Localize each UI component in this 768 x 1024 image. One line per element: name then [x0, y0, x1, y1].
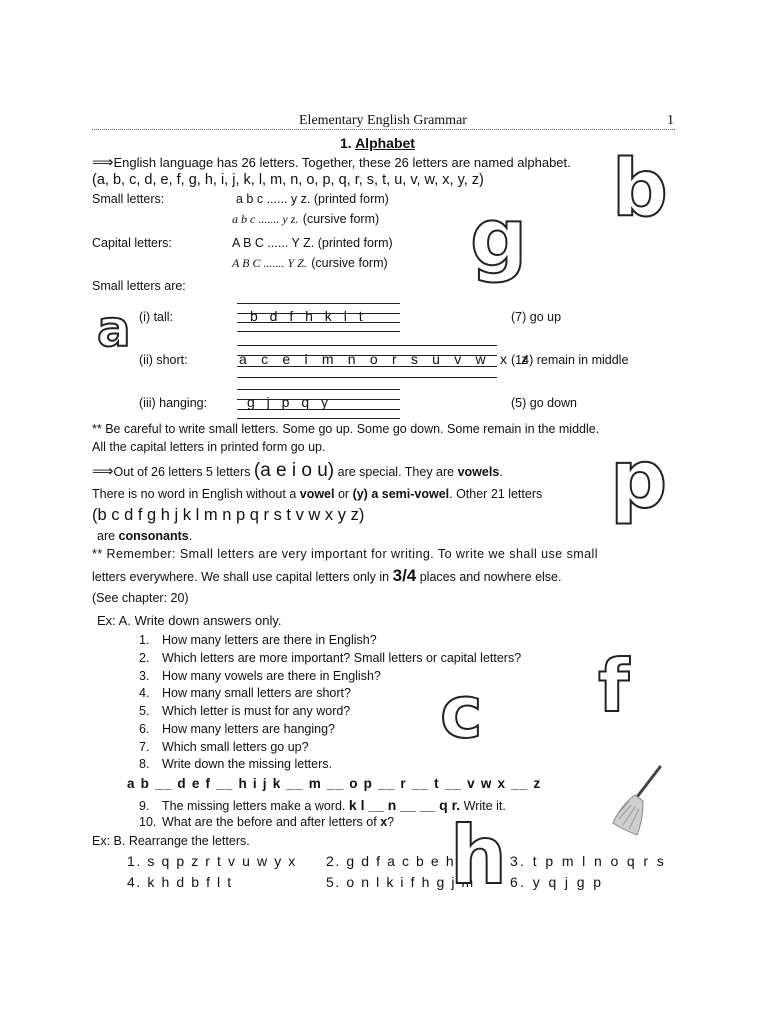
decor-letter-f: f — [598, 644, 630, 728]
question — [139, 633, 377, 647]
question-text: How many vowels are there in English? — [162, 669, 381, 683]
small-letters-cursive — [232, 210, 379, 228]
section-number: 1. — [340, 135, 352, 151]
question — [139, 722, 335, 736]
exercise-a-title: Ex: A. Write down answers only. — [97, 613, 282, 628]
note-text: (cursive form) — [302, 212, 380, 226]
text: letters everywhere. We shall use capital letters only in — [92, 570, 393, 584]
missing-letters-line: a b __ d e f __ h i j k __ m __ o p __ r __ t __ v w x __ z — [127, 776, 542, 791]
category-tall-label: (i) tall: — [139, 310, 174, 324]
section-title-text: Alphabet — [355, 135, 415, 151]
consonants-word: consonants — [118, 529, 189, 543]
capital-letters-cursive — [232, 254, 388, 272]
question — [139, 740, 309, 754]
question-number: 5. — [139, 704, 150, 718]
question-number: 9. — [139, 799, 150, 813]
guide-line — [237, 345, 497, 346]
question-text: Write down the missing letters. — [162, 757, 332, 771]
consonant-letters: (b c d f g h j k l m n p q r s t v w x y z) — [92, 506, 365, 524]
rearrange-item: 6. y q j g p — [510, 874, 604, 890]
question-letter: x — [380, 815, 388, 829]
text: . — [188, 529, 193, 543]
question-text: Which letter is must for any word? — [162, 704, 351, 718]
remember-line-2 — [92, 566, 561, 586]
category-hanging-note: (5) go down — [511, 396, 578, 410]
question — [139, 651, 521, 665]
sample-text: A B C ....... Y Z. — [232, 256, 307, 270]
category-short-letters: a c e i m n o r s u v w x z — [239, 351, 534, 367]
question — [139, 757, 332, 771]
vowel-word: vowel — [299, 487, 335, 501]
rearrange-item: 2. g d f a c b e h — [326, 853, 456, 869]
text: or — [334, 487, 353, 501]
semi-vowel-word: a semi-vowel — [367, 487, 450, 501]
capital-letters-label: Capital letters: — [92, 236, 172, 250]
header-divider — [92, 129, 675, 130]
guide-line — [237, 389, 400, 390]
question-number: 3. — [139, 669, 150, 683]
decor-letter-p: p — [610, 433, 668, 526]
small-letters-label: Small letters: — [92, 192, 165, 206]
sample-text: a b c ....... y z. — [232, 212, 299, 226]
see-chapter: (See chapter: 20) — [92, 591, 189, 605]
question-number: 6. — [139, 722, 150, 736]
decor-letter-c: c — [440, 670, 483, 754]
question-number: 4. — [139, 686, 150, 700]
rearrange-item: 4. k h d b f l t — [127, 874, 233, 890]
consonants-line — [97, 529, 192, 543]
text: . Other 21 letters — [449, 487, 543, 501]
sample-text: a b c ...... y z. — [236, 192, 311, 206]
category-hanging-label: (iii) hanging: — [139, 396, 208, 410]
text: places and nowhere else. — [416, 570, 562, 584]
capital-letters-printed — [232, 236, 393, 250]
note-text: (printed form) — [313, 192, 389, 206]
word-puzzle: k l __ n __ __ q r. — [348, 797, 461, 813]
question-text: How many letters are hanging? — [162, 722, 336, 736]
question-text: The missing letters make a word. — [162, 799, 346, 813]
question-text: Which letters are more important? Small letters or capital letters? — [162, 651, 522, 665]
vowels-line-1 — [92, 460, 503, 482]
exercise-b-title: Ex: B. Rearrange the letters. — [92, 834, 250, 848]
section-title — [340, 135, 415, 151]
question — [139, 815, 394, 829]
intro-line-1 — [92, 153, 571, 171]
category-tall-letters: b d f h k l t — [250, 308, 367, 324]
remember-line-1: ** Remember: Small letters are very important for writing. To write we shall use small — [92, 547, 598, 561]
decor-letter-a: a — [97, 300, 131, 358]
alphabet-list: (a, b, c, d, e, f, g, h, i, j, k, l, m, n, o, p, q, r, s, t, u, v, w, x, y, z) — [92, 172, 484, 188]
note-text: (printed form) — [317, 236, 393, 250]
question-number: 2. — [139, 651, 150, 665]
question-number: 10. — [139, 815, 157, 829]
small-letters-are: Small letters are: — [92, 279, 186, 293]
category-short-note: (14) remain in middle — [511, 353, 629, 367]
question — [139, 669, 381, 683]
broom-icon — [605, 765, 663, 837]
y-word: (y) — [352, 487, 368, 501]
rearrange-item: 5. o n l k i f h g j m — [326, 874, 475, 890]
period: . — [499, 465, 503, 479]
question-text: ? — [387, 815, 395, 829]
question-text: What are the before and after letters of — [162, 815, 381, 829]
guide-line — [237, 331, 400, 332]
guide-line — [237, 303, 400, 304]
sample-text: A B C ...... Y Z. — [232, 236, 315, 250]
fraction: 3/4 — [392, 566, 417, 585]
text: There is no word in English without a — [92, 487, 300, 501]
category-tall-note: (7) go up — [511, 310, 562, 324]
careful-line-2: All the capital letters in printed form go up. — [92, 440, 326, 454]
text: are — [97, 529, 119, 543]
rearrange-item: 3. t p m l n o q r s — [510, 853, 667, 869]
category-short-label: (ii) short: — [139, 353, 188, 367]
question-text: How many letters are there in English? — [162, 633, 377, 647]
vowels-word: vowels — [457, 465, 500, 479]
decor-letter-h: h — [450, 809, 507, 902]
question — [139, 704, 350, 718]
question-text: Write it. — [463, 799, 506, 813]
category-hanging-letters: g j p q y — [247, 394, 333, 410]
arrow-icon: ⟹ — [92, 463, 114, 480]
rearrange-item: 1. s q p z r t v u w y x — [127, 853, 297, 869]
guide-line — [237, 418, 400, 419]
header-title: Elementary English Grammar — [299, 113, 467, 128]
question-text: Which small letters go up? — [162, 740, 309, 754]
vowel-letters: (a e i o u) — [253, 460, 335, 481]
page-number: 1 — [667, 113, 674, 128]
guide-line — [237, 377, 497, 378]
decor-letter-b: b — [612, 144, 668, 234]
intro-text: English language has 26 letters. Together, these 26 letters are named alphabet. — [113, 155, 571, 170]
question-text: How many small letters are short? — [162, 686, 351, 700]
careful-line-1: ** Be careful to write small letters. Some go up. Some go down. Some remain in the middle. — [92, 422, 600, 436]
arrow-icon: ⟹ — [92, 154, 114, 171]
question-number: 1. — [139, 633, 150, 647]
vowels-mid: are special. They are — [334, 465, 458, 479]
vowels-prefix: Out of 26 letters 5 letters — [113, 465, 254, 479]
question-number: 8. — [139, 757, 150, 771]
small-letters-printed — [236, 192, 389, 206]
note-text: (cursive form) — [311, 256, 388, 270]
decor-letter-g: g — [470, 191, 528, 284]
vowels-line-2 — [92, 487, 542, 501]
question-number: 7. — [139, 740, 150, 754]
question — [139, 686, 351, 700]
